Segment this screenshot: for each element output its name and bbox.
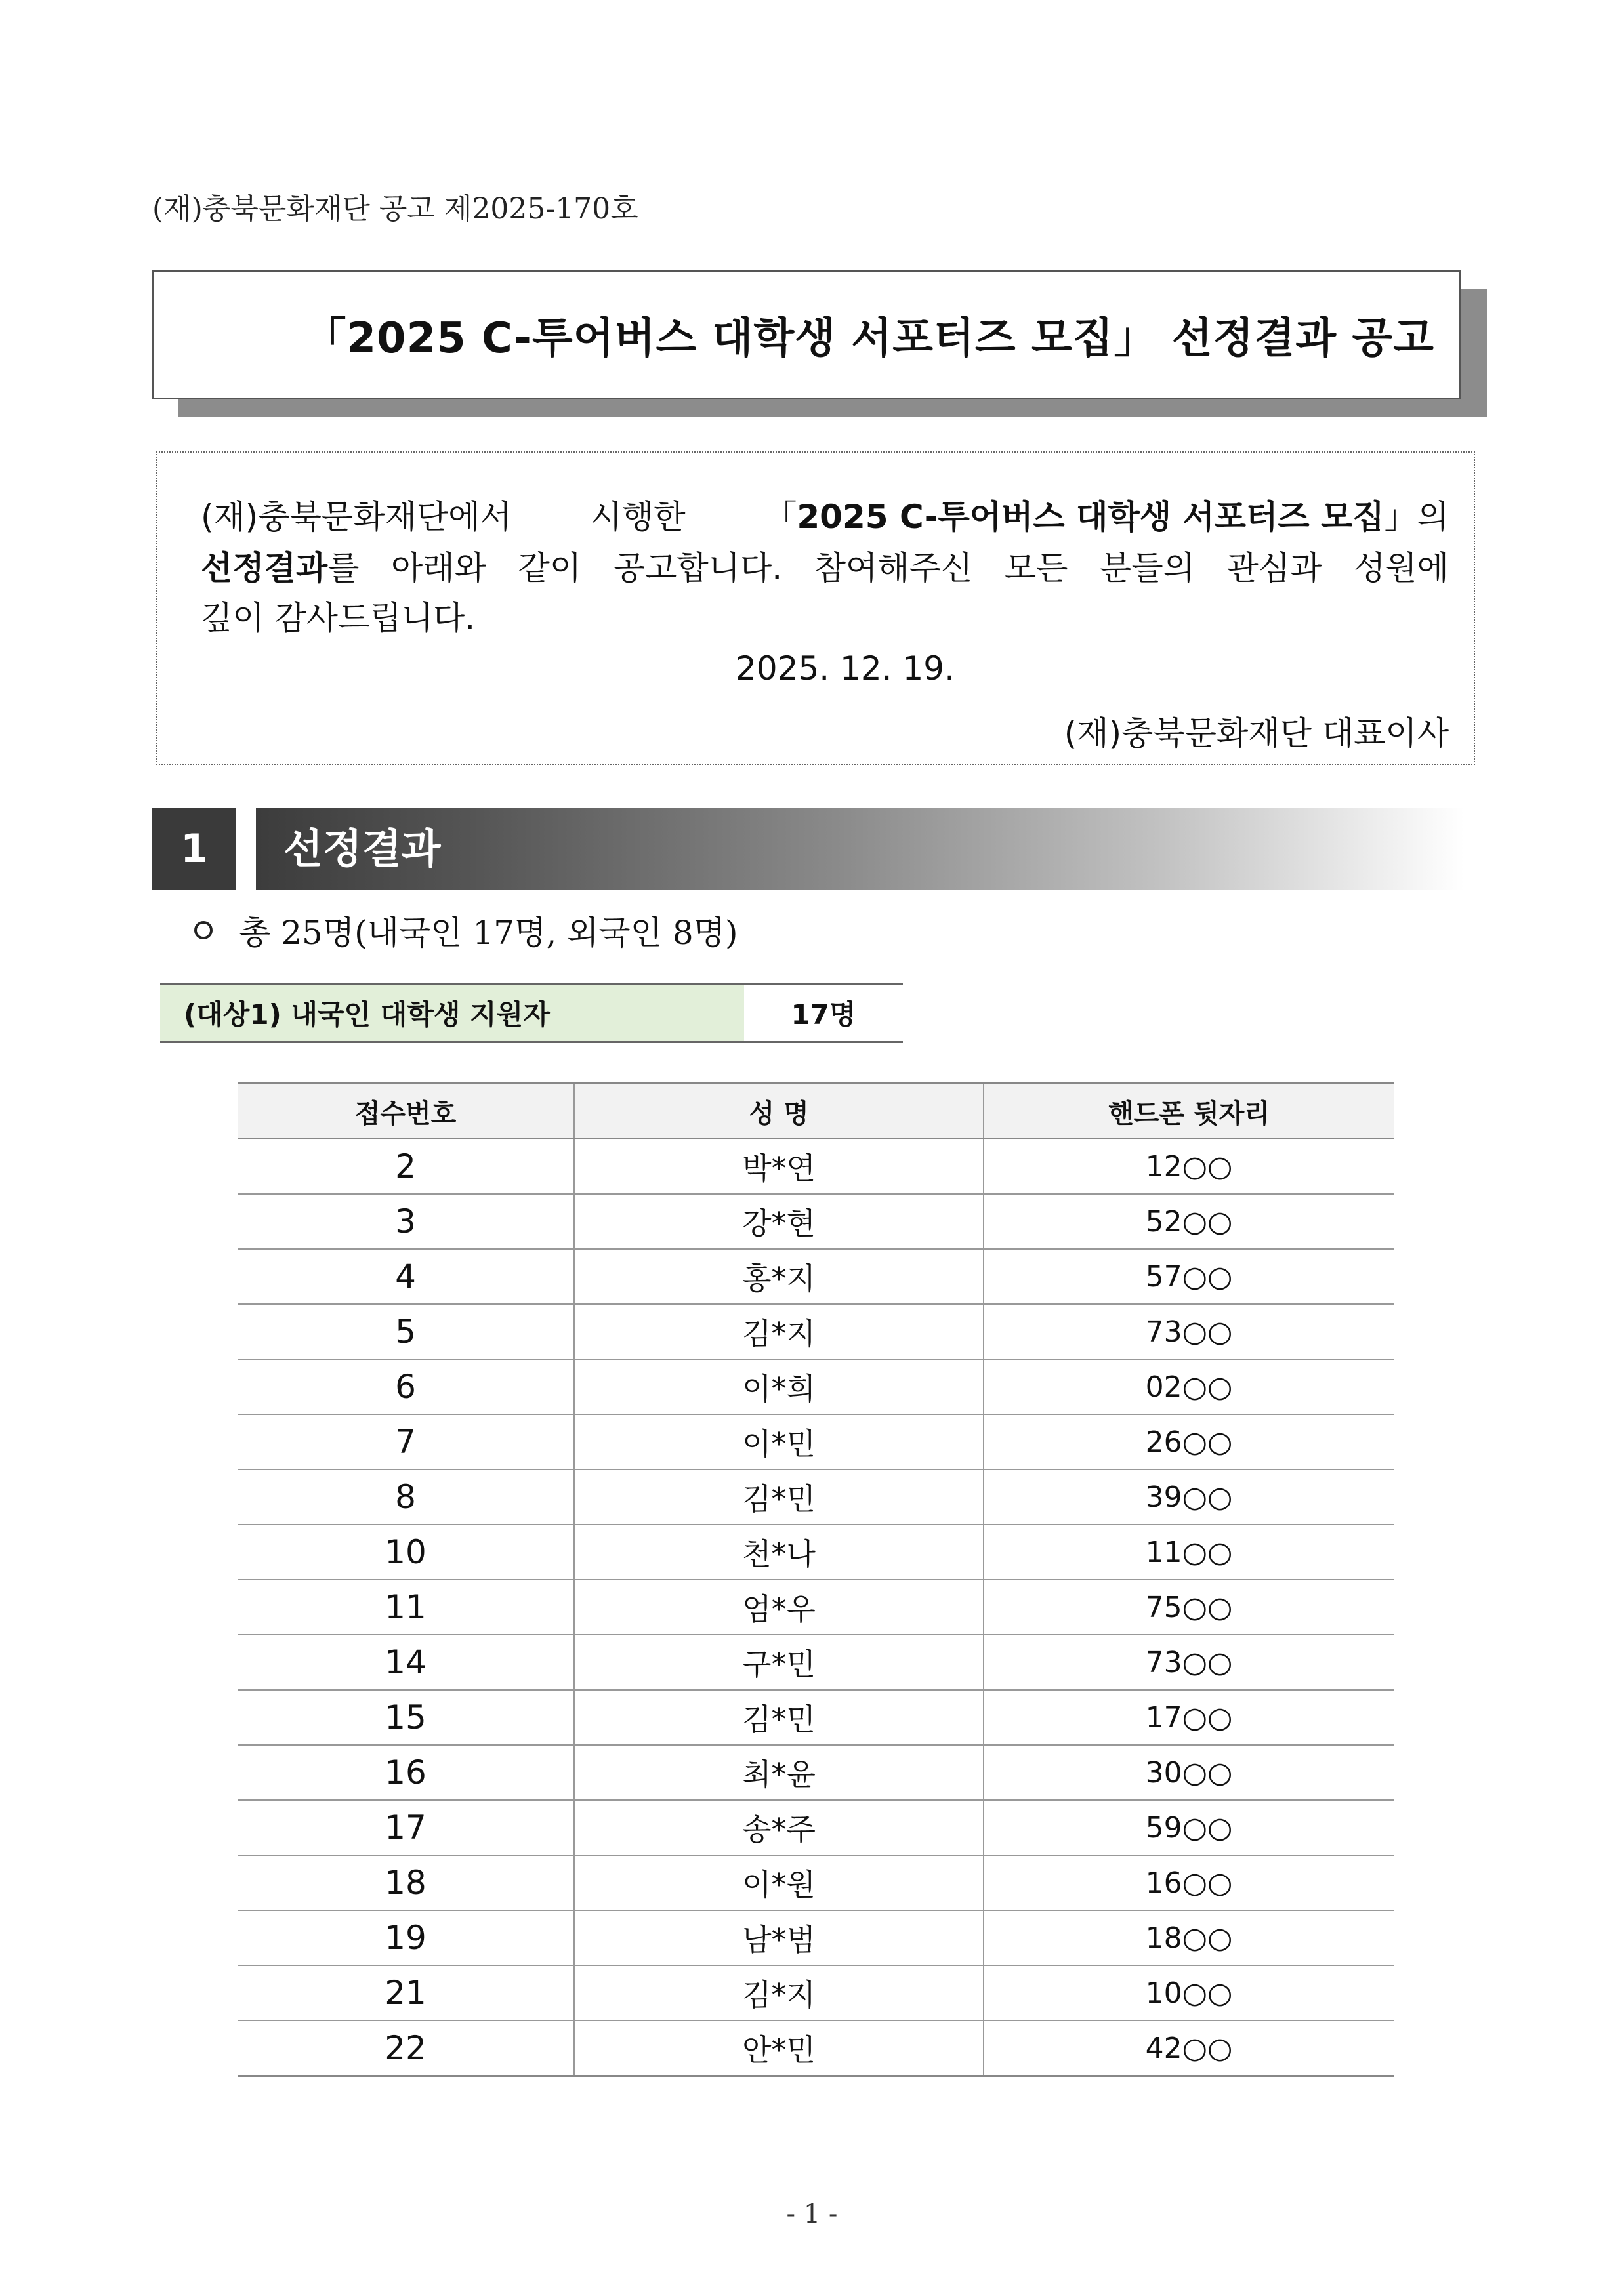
notice-date: 2025. 12. 19. [736, 649, 955, 687]
notice-word: 모든 [1004, 549, 1068, 587]
notice-word: 같이 [518, 549, 582, 587]
name-cell: 김*민 [574, 1469, 984, 1525]
name-cell: 최*윤 [574, 1745, 984, 1800]
target-group-banner [160, 983, 903, 1043]
receipt-number-cell: 18 [238, 1855, 574, 1910]
summary-line [194, 907, 738, 954]
document-number: (재)충북문화재단 공고 제2025-170호 [152, 192, 638, 226]
receipt-number-cell: 11 [238, 1580, 574, 1635]
phone-cell: 59○○ [984, 1800, 1394, 1855]
selection-table [238, 1082, 1394, 2077]
notice-word: 분들의 [1100, 549, 1195, 587]
target-group-label: (대상1) 내국인 대학생 지원자 [160, 985, 744, 1041]
column-header-receipt-number: 접수번호 [238, 1084, 574, 1139]
table-row [238, 1910, 1394, 1965]
table-row [238, 1580, 1394, 1635]
notice-word: 아래와 [391, 549, 486, 587]
receipt-number-cell: 6 [238, 1359, 574, 1414]
receipt-number-cell: 8 [238, 1469, 574, 1525]
table-row [238, 1139, 1394, 1194]
name-cell: 김*민 [574, 1690, 984, 1745]
title-box [152, 270, 1461, 399]
notice-box [156, 451, 1475, 765]
phone-cell: 26○○ [984, 1414, 1394, 1469]
receipt-number-cell: 10 [238, 1525, 574, 1580]
name-cell: 홍*지 [574, 1249, 984, 1304]
name-cell: 김*지 [574, 1965, 984, 2020]
section-number: 1 [152, 808, 236, 890]
notice-program-name: 「2025 C-투어버스 대학생 서포터즈 모집」의 [764, 498, 1449, 536]
notice-word: 깊이 감사드립니다. [201, 599, 476, 637]
receipt-number-cell: 17 [238, 1800, 574, 1855]
phone-cell: 16○○ [984, 1855, 1394, 1910]
phone-cell: 57○○ [984, 1249, 1394, 1304]
notice-line-2 [201, 542, 1449, 589]
column-header-phone-digits: 핸드폰 뒷자리 [984, 1084, 1394, 1139]
phone-cell: 12○○ [984, 1139, 1394, 1194]
notice-bold-result: 선정결과 [201, 549, 328, 587]
table-row [238, 1635, 1394, 1690]
name-cell: 이*민 [574, 1414, 984, 1469]
section-title: 선정결과 [283, 825, 441, 872]
table-row [238, 1359, 1394, 1414]
phone-cell: 75○○ [984, 1580, 1394, 1635]
circle-bullet-icon [194, 921, 213, 939]
phone-cell: 02○○ [984, 1359, 1394, 1414]
table-row [238, 1800, 1394, 1855]
section-title-bar [256, 808, 1465, 890]
phone-cell: 11○○ [984, 1525, 1394, 1580]
receipt-number-cell: 16 [238, 1745, 574, 1800]
page-number: - 1 - [786, 2199, 838, 2229]
notice-line-1 [201, 491, 1449, 538]
name-cell: 구*민 [574, 1635, 984, 1690]
table-row [238, 1745, 1394, 1800]
table-row [238, 1690, 1394, 1745]
name-cell: 천*나 [574, 1525, 984, 1580]
notice-word: 관심과 [1226, 549, 1322, 587]
notice-word: 참여해주신 [814, 549, 973, 587]
table-row [238, 1304, 1394, 1359]
notice-word-group [201, 542, 360, 589]
receipt-number-cell: 21 [238, 1965, 574, 2020]
notice-word: 성원에 [1353, 549, 1449, 587]
table-row [238, 1414, 1394, 1469]
phone-cell: 42○○ [984, 2020, 1394, 2076]
table-header-row [238, 1084, 1394, 1139]
notice-line-3 [201, 592, 1449, 639]
notice-word: (재)충북문화재단에서 [201, 498, 512, 536]
phone-cell: 10○○ [984, 1965, 1394, 2020]
notice-word: 시행한 [590, 498, 686, 536]
name-cell: 이*원 [574, 1855, 984, 1910]
table-row [238, 1249, 1394, 1304]
receipt-number-cell: 3 [238, 1194, 574, 1249]
receipt-number-cell: 22 [238, 2020, 574, 2076]
table-row [238, 2020, 1394, 2076]
table-row [238, 1469, 1394, 1525]
name-cell: 이*희 [574, 1359, 984, 1414]
receipt-number-cell: 15 [238, 1690, 574, 1745]
receipt-number-cell: 14 [238, 1635, 574, 1690]
table-row [238, 1855, 1394, 1910]
name-cell: 남*범 [574, 1910, 984, 1965]
section-header [152, 808, 1465, 890]
table-row [238, 1965, 1394, 2020]
name-cell: 송*주 [574, 1800, 984, 1855]
name-cell: 박*연 [574, 1139, 984, 1194]
notice-program-bold: 2025 C-투어버스 대학생 서포터즈 모집 [797, 498, 1385, 536]
column-header-name: 성 명 [574, 1084, 984, 1139]
summary-text: 총 25명(내국인 17명, 외국인 8명) [239, 914, 738, 952]
target-group-count: 17명 [791, 998, 856, 1031]
phone-cell: 17○○ [984, 1690, 1394, 1745]
notice-word: 공고합니다. [613, 549, 783, 587]
phone-cell: 18○○ [984, 1910, 1394, 1965]
receipt-number-cell: 19 [238, 1910, 574, 1965]
name-cell: 안*민 [574, 2020, 984, 2076]
receipt-number-cell: 7 [238, 1414, 574, 1469]
page-title: 「2025 C-투어버스 대학생 서포터즈 모집」 선정결과 공고 [304, 314, 1434, 363]
phone-cell: 30○○ [984, 1745, 1394, 1800]
receipt-number-cell: 2 [238, 1139, 574, 1194]
name-cell: 김*지 [574, 1304, 984, 1359]
receipt-number-cell: 5 [238, 1304, 574, 1359]
phone-cell: 52○○ [984, 1194, 1394, 1249]
phone-cell: 39○○ [984, 1469, 1394, 1525]
receipt-number-cell: 4 [238, 1249, 574, 1304]
table-row [238, 1525, 1394, 1580]
name-cell: 엄*우 [574, 1580, 984, 1635]
phone-cell: 73○○ [984, 1304, 1394, 1359]
notice-signature: (재)충북문화재단 대표이사 [1064, 714, 1449, 752]
phone-cell: 73○○ [984, 1635, 1394, 1690]
table-row [238, 1194, 1394, 1249]
name-cell: 강*현 [574, 1194, 984, 1249]
notice-word: 를 [327, 549, 360, 587]
